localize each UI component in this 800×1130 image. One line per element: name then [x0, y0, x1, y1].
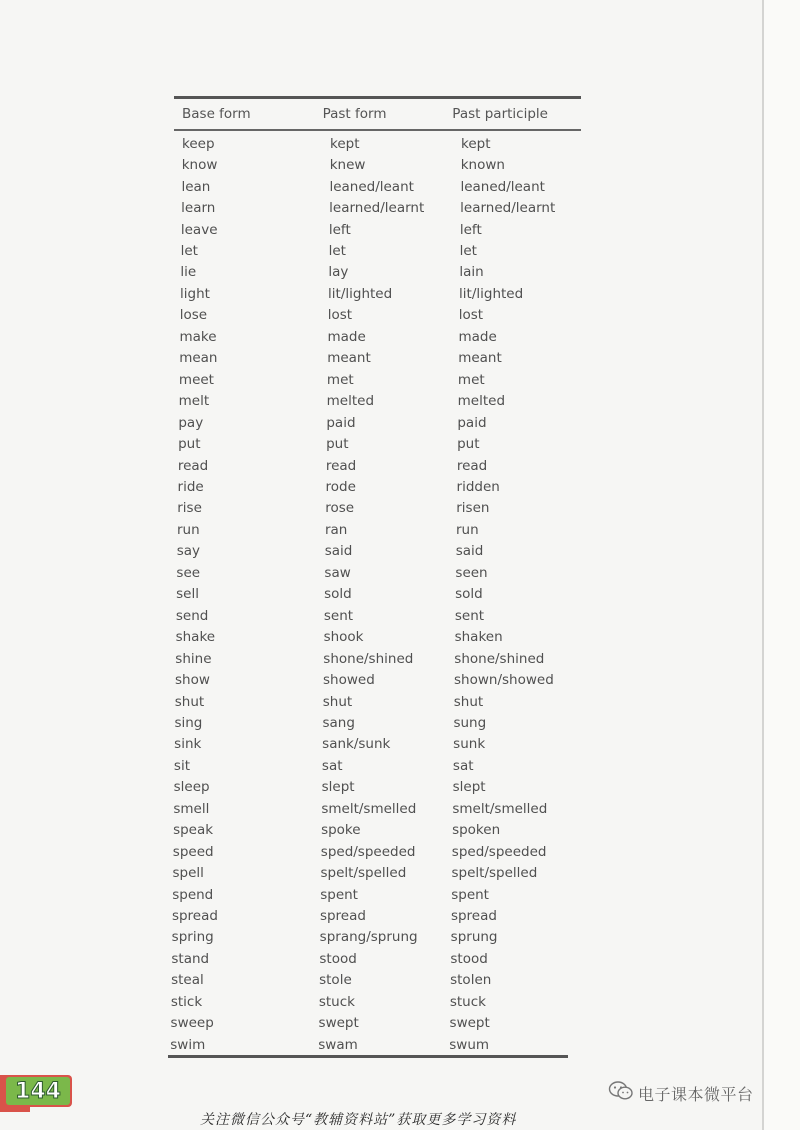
table-row	[170, 369, 581, 390]
table-row	[170, 219, 581, 240]
cell-past-participle: spent	[451, 886, 489, 903]
cell-past-participle: shut	[453, 693, 484, 710]
table-row	[170, 390, 581, 411]
cell-past-participle: shown/showed	[454, 672, 554, 689]
table-row	[170, 262, 581, 283]
table-row	[170, 176, 581, 197]
cell-past-form: paid	[326, 414, 356, 431]
table-row	[170, 927, 581, 948]
cell-past-participle: lain	[459, 264, 484, 281]
cell-base-form: learn	[181, 200, 216, 217]
cell-base-form: leave	[180, 221, 218, 238]
cell-past-participle: let	[459, 242, 477, 259]
cell-base-form: know	[181, 157, 218, 174]
cell-past-participle: kept	[461, 135, 491, 152]
cell-past-form: sang	[322, 714, 355, 731]
cell-past-participle: sat	[452, 757, 474, 774]
cell-base-form: smell	[173, 800, 210, 817]
cell-base-form: swim	[170, 1036, 206, 1053]
cell-base-form: mean	[179, 350, 218, 367]
table-row	[170, 476, 581, 497]
cell-base-form: see	[176, 564, 201, 581]
table-row	[170, 541, 581, 562]
cell-past-form: lit/lighted	[328, 285, 393, 302]
cell-base-form: lean	[181, 178, 211, 195]
cell-past-form: put	[326, 436, 349, 453]
cell-base-form: steal	[171, 972, 204, 989]
cell-past-form: sprang/sprung	[319, 929, 418, 946]
cell-base-form: speed	[172, 843, 214, 860]
table-row	[170, 820, 581, 841]
table-row	[170, 154, 581, 175]
table-row	[170, 777, 581, 798]
cell-past-participle: melted	[457, 393, 506, 410]
cell-past-participle: put	[457, 436, 480, 453]
cell-past-participle: stuck	[449, 993, 486, 1010]
cell-past-participle: risen	[456, 500, 490, 517]
cell-base-form: lie	[180, 264, 197, 281]
cell-base-form: light	[180, 285, 210, 302]
table-row	[170, 905, 581, 926]
cell-past-participle: seen	[455, 564, 488, 581]
page-number: 144	[15, 1078, 61, 1104]
cell-past-participle: stolen	[450, 972, 492, 989]
table-row	[170, 798, 581, 819]
cell-past-participle: paid	[457, 414, 487, 431]
cell-base-form: speak	[173, 822, 214, 839]
cell-base-form: spell	[172, 865, 204, 882]
cell-base-form: sell	[176, 586, 199, 603]
cell-past-participle: sprung	[450, 929, 498, 946]
cell-past-participle: swept	[449, 1015, 490, 1032]
cell-past-form: said	[324, 543, 353, 560]
table-row	[170, 348, 581, 369]
cell-base-form: ride	[177, 478, 204, 495]
table-row	[170, 498, 581, 519]
cell-past-form: made	[327, 328, 366, 345]
cell-past-form: rose	[325, 500, 355, 517]
table-body	[170, 131, 581, 1055]
footer-promo-text: 关注微信公众号“教辅资料站”获取更多学习资料	[200, 1112, 517, 1128]
table-row	[170, 734, 581, 755]
cell-base-form: put	[178, 436, 201, 453]
cell-base-form: read	[177, 457, 209, 474]
cell-base-form: stick	[170, 993, 203, 1010]
cell-past-participle: shaken	[454, 629, 503, 646]
table-row	[170, 455, 581, 476]
cell-past-form: ran	[324, 521, 348, 538]
cell-base-form: run	[176, 521, 200, 538]
table-row	[170, 841, 581, 862]
table-row	[170, 562, 581, 583]
table-row	[170, 519, 581, 540]
cell-past-form: learned/learnt	[329, 200, 425, 217]
cell-past-participle: sung	[453, 714, 487, 731]
cell-past-form: slept	[321, 779, 355, 796]
cell-past-participle: spread	[450, 908, 497, 925]
header-past-form: Past form	[322, 106, 387, 122]
cell-past-participle: spoken	[452, 822, 501, 839]
cell-past-form: spelt/spelled	[320, 865, 407, 882]
table-row	[170, 326, 581, 347]
cell-past-participle: lit/lighted	[459, 285, 524, 302]
cell-base-form: sing	[174, 714, 203, 731]
cell-past-form: met	[326, 371, 354, 388]
cell-past-form: rode	[325, 478, 356, 495]
table-row	[170, 305, 581, 326]
table-row	[170, 584, 581, 605]
cell-past-form: lost	[327, 307, 353, 324]
cell-past-participle: sent	[454, 607, 485, 624]
cell-base-form: say	[176, 543, 200, 560]
cell-past-form: sat	[321, 757, 343, 774]
cell-past-participle: shone/shined	[454, 650, 545, 667]
cell-past-form: knew	[329, 157, 366, 174]
cell-past-participle: swum	[449, 1036, 490, 1053]
cell-past-form: sold	[324, 586, 352, 603]
table-row	[170, 948, 581, 969]
cell-past-participle: lost	[458, 307, 484, 324]
cell-past-form: stole	[319, 972, 352, 989]
watermark	[608, 1080, 754, 1106]
cell-past-form: sent	[323, 607, 354, 624]
cell-past-form: melted	[326, 393, 375, 410]
cell-past-form: sped/speeded	[320, 843, 416, 860]
cell-past-form: swept	[318, 1015, 359, 1032]
table-row	[170, 133, 581, 154]
cell-past-form: left	[328, 221, 351, 238]
cell-past-form: spread	[319, 908, 366, 925]
cell-past-form: shook	[323, 629, 364, 646]
cell-base-form: stand	[171, 950, 210, 967]
cell-past-form: spoke	[321, 822, 361, 839]
table-bottom-rule	[168, 1055, 568, 1058]
cell-past-participle: read	[456, 457, 488, 474]
cell-past-form: showed	[323, 672, 375, 689]
cell-base-form: shine	[175, 650, 212, 667]
cell-past-form: read	[325, 457, 357, 474]
cell-past-form: kept	[330, 135, 360, 152]
cell-past-participle: sunk	[453, 736, 486, 753]
cell-base-form: sink	[174, 736, 202, 753]
cell-past-participle: smelt/smelled	[452, 800, 548, 817]
table-row	[170, 605, 581, 626]
cell-past-form: stuck	[318, 993, 355, 1010]
table-row	[170, 991, 581, 1012]
cell-past-form: spent	[320, 886, 358, 903]
cell-base-form: sit	[173, 757, 190, 774]
table-row	[170, 862, 581, 883]
cell-past-participle: met	[457, 371, 485, 388]
cell-past-participle: made	[458, 328, 497, 345]
page-badge	[6, 1077, 70, 1105]
watermark-text: 电子课本微平台	[638, 1084, 754, 1104]
cell-base-form: pay	[178, 414, 204, 431]
cell-past-participle: leaned/leant	[460, 178, 545, 195]
cell-past-participle: meant	[458, 350, 502, 367]
cell-base-form: send	[175, 607, 209, 624]
cell-past-participle: sped/speeded	[451, 843, 547, 860]
table-row	[170, 433, 581, 454]
cell-past-participle: learned/learnt	[460, 200, 556, 217]
cell-past-participle: spelt/spelled	[451, 865, 538, 882]
wechat-icon	[608, 1080, 634, 1106]
table-row	[170, 712, 581, 733]
table-row	[170, 970, 581, 991]
cell-base-form: meet	[178, 371, 214, 388]
header-base-form: Base form	[182, 106, 251, 122]
cell-past-form: swam	[318, 1036, 358, 1053]
table-row	[170, 1034, 581, 1055]
cell-past-participle: stood	[450, 950, 488, 967]
cell-past-form: saw	[324, 564, 351, 581]
table-row	[170, 669, 581, 690]
cell-base-form: let	[180, 242, 198, 259]
cell-past-form: lay	[328, 264, 349, 281]
cell-base-form: keep	[182, 135, 215, 152]
cell-past-participle: run	[455, 521, 479, 538]
table-row	[170, 197, 581, 218]
cell-past-participle: left	[459, 221, 482, 238]
cell-past-form: sank/sunk	[322, 736, 391, 753]
table-row	[170, 884, 581, 905]
cell-base-form: melt	[178, 393, 210, 410]
cell-past-form: shone/shined	[323, 650, 414, 667]
table-row	[170, 691, 581, 712]
cell-base-form: make	[179, 328, 217, 345]
cell-past-form: let	[328, 242, 346, 259]
cell-base-form: sleep	[173, 779, 210, 796]
cell-base-form: spend	[172, 886, 214, 903]
table-row	[170, 412, 581, 433]
page-margin	[764, 0, 800, 1130]
table-row	[170, 1013, 581, 1034]
table-row	[170, 755, 581, 776]
cell-base-form: shake	[175, 629, 216, 646]
table-row	[170, 626, 581, 647]
cell-past-form: leaned/leant	[329, 178, 414, 195]
verb-table	[170, 96, 581, 1055]
table-row	[170, 648, 581, 669]
cell-past-form: smelt/smelled	[321, 800, 417, 817]
cell-past-participle: sold	[455, 586, 483, 603]
cell-past-participle: said	[455, 543, 484, 560]
page-edge-line	[762, 0, 764, 1130]
cell-base-form: shut	[174, 693, 205, 710]
cell-base-form: spread	[171, 908, 218, 925]
cell-base-form: rise	[177, 500, 202, 517]
cell-base-form: show	[175, 672, 210, 689]
cell-past-participle: ridden	[456, 478, 500, 495]
cell-past-form: meant	[327, 350, 371, 367]
header-past-participle: Past participle	[452, 106, 548, 122]
table-row	[170, 240, 581, 261]
cell-past-participle: slept	[452, 779, 486, 796]
cell-base-form: spring	[171, 929, 214, 946]
cell-past-form: stood	[319, 950, 357, 967]
table-header	[174, 99, 581, 129]
table-row	[170, 283, 581, 304]
cell-base-form: sweep	[170, 1015, 214, 1032]
cell-past-participle: known	[460, 157, 505, 174]
cell-past-form: shut	[322, 693, 353, 710]
cell-base-form: lose	[179, 307, 208, 324]
